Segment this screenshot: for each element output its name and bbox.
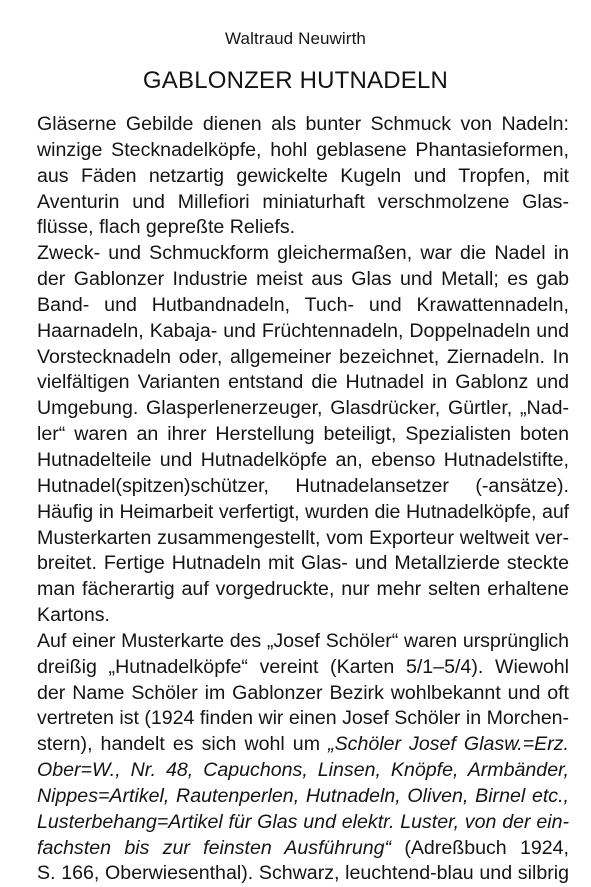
text-line: der Name Schöler im Gablonzer Bezirk wohlbekannt und oft (37, 681, 569, 704)
text-line: Auf einer Musterkarte des „Josef Schöler“ waren ursprünglich (37, 629, 569, 652)
text-line: vielfältigen Varianten entstand die Hutnadel in Gablonz und (37, 371, 569, 394)
text-line: Umgebung. Glasperlenerzeuger, Glasdrücker, Gürtler, „Nad- (37, 397, 569, 420)
text-line: man fächerartig auf vorgedruckte, nur mehr selten erhaltene (37, 578, 569, 601)
italic-quote: Lusterbehang=Artikel für Glas und elektr. Luster, von der ein- (37, 810, 569, 833)
text-line: fachsten bis zur feinsten Ausführung“ (Adreßbuch 1924, (37, 836, 569, 859)
text-line: aus Fäden netzartig gewickelte Kugeln und Tropfen, mit (37, 164, 569, 187)
text-line: S. 166, Oberwiesenthal). Schwarz, leuchtend-blau und silbrig (37, 862, 569, 885)
italic-quote: Nippes=Artikel, Rautenperlen, Hutnadeln, Oliven, Birnel etc., (37, 784, 569, 807)
text-line: Gläserne Gebilde dienen als bunter Schmuck von Nadeln: (37, 113, 569, 135)
text-line: vertreten ist (1924 finden wir einen Josef Schöler in Morchen- (37, 707, 569, 730)
text-line: Zweck- und Schmuckform gleichermaßen, war die Nadel in (37, 242, 569, 265)
italic-quote: Ober=W., Nr. 48, Capuchons, Linsen, Knöpfe, Armbänder, (37, 759, 569, 782)
italic-quote: „Schöler Josef Glasw.=Erz. (328, 733, 569, 756)
author-name: Waltraud Neuwirth (225, 29, 366, 48)
text-line: Hutnadelteile und Hutnadelköpfe an, ebenso Hutnadelstifte, (37, 448, 569, 471)
text-line: breitet. Fertige Hutnadeln mit Glas- und Metallzierde steckte (37, 552, 569, 575)
text-line: der Gablonzer Industrie meist aus Glas und Metall; es gab (37, 268, 569, 291)
article-title: GABLONZER HUTNADELN (142, 67, 449, 94)
text-line: winzige Stecknadelköpfe, hohl geblasene Phantasieformen, (37, 138, 569, 161)
text-line (37, 784, 569, 810)
article-body (37, 112, 569, 887)
italic-quote: fachsten bis zur feinsten Ausführung“ (37, 836, 392, 859)
text-line: Kartons. (37, 604, 110, 627)
text-line: Haarnadeln, Kabaja- und Früchtennadeln, Doppelnadeln und (37, 319, 569, 342)
text-line: ler“ waren an ihrer Herstellung beteiligt, Spezialisten boten (37, 423, 569, 446)
text-line: Band- und Hutbandnadeln, Tuch- und Krawattennadeln, (37, 293, 569, 316)
text-line: Häufig in Heimarbeit verfertigt, wurden die Hutnadelköpfe, auf (37, 500, 569, 523)
text-line: Vorstecknadeln oder, allgemeiner bezeichnet, Ziernadeln. In (37, 345, 569, 368)
text-line (37, 810, 569, 836)
text-line: stern), handelt es sich wohl um „Schöler Josef Glasw.=Erz. (37, 733, 569, 756)
text-line: Musterkarten zusammengestellt, vom Exporteur weltweit ver- (37, 526, 569, 549)
text-line: Aventurin und Millefiori miniaturhaft verschmolzene Glas- (37, 190, 569, 213)
text-line: flüsse, flach gepreßte Reliefs. (37, 216, 296, 239)
text-line: dreißig „Hutnadelköpfe“ vereint (Karten 5/1–5/4). Wiewohl (37, 655, 569, 678)
text-line (37, 758, 569, 784)
text-line: Hutnadel(spitzen)schützer, Hutnadelansetzer (-ansätze). (37, 474, 569, 497)
